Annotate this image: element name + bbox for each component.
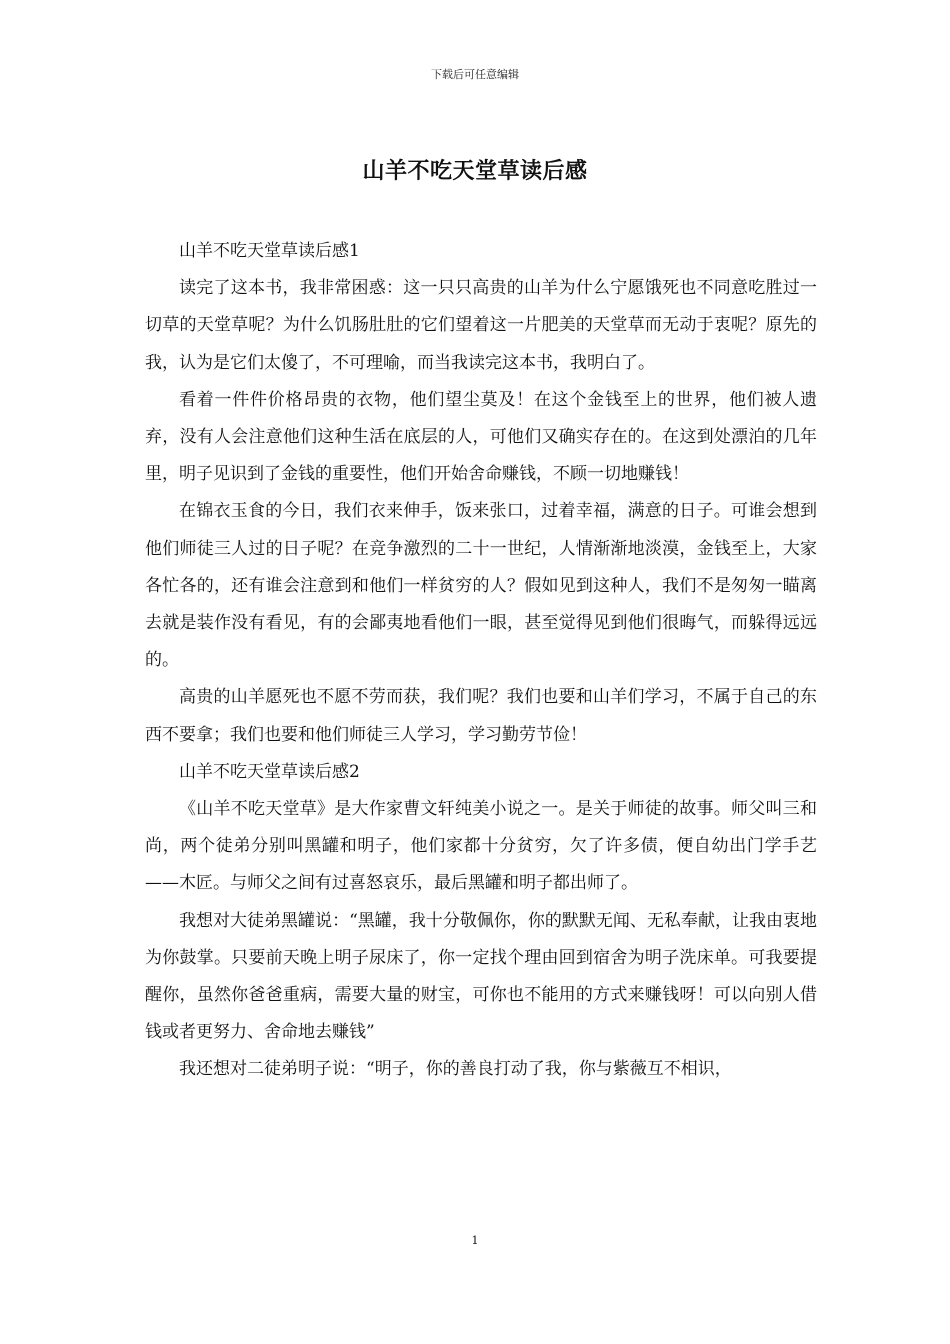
document-body	[145, 233, 817, 1089]
paragraph: 在锦衣玉食的今日，我们衣来伸手，饭来张口，过着幸福，满意的日子。可谁会想到他们师徒三人过的日子呢？在竞争激烈的二十一世纪，人情渐渐地淡漠，金钱至上，大家各忙各的，还有谁会注意到和他们一样贫穷的人？假如见到这种人，我们不是匆匆一瞄离去就是装作没有看见，有的会鄙夷地看他们一眼，甚至觉得见到他们很晦气，而躲得远远的。	[145, 501, 817, 671]
page-number: 1	[471, 1234, 479, 1247]
section-heading-2: 山羊不吃天堂草读后感2	[179, 761, 360, 782]
page-header-note: 下载后可任意编辑	[431, 68, 519, 81]
paragraph: 看着一件件价格昂贵的衣物，他们望尘莫及！在这个金钱至上的世界，他们被人遗弃，没有人会注意他们这种生活在底层的人，可他们又确实存在的。在这到处漂泊的几年里，明子见识到了金钱的重要性，他们开始舍命赚钱，不顾一切地赚钱！	[145, 389, 817, 485]
paragraph: 我还想对二徒弟明子说：“明子，你的善良打动了我，你与紫薇互不相识，	[179, 1059, 732, 1080]
paragraph: 我想对大徒弟黑罐说：“黑罐，我十分敬佩你，你的默默无闻、无私奉献，让我由衷地为你鼓掌。只要前天晚上明子尿床了，你一定找个理由回到宿舍为明子洗床单。可我要提醒你，虽然你爸爸重病，需要大量的财宝，可你也不能用的方式来赚钱呀！可以向别人借钱或者更努力、舍命地去赚钱”	[145, 910, 817, 1043]
paragraph: 《山羊不吃天堂草》是大作家曹文轩纯美小说之一。是关于师徒的故事。师父叫三和尚，两个徒弟分别叫黑罐和明子，他们家都十分贫穷，欠了许多债，便自幼出门学手艺——木匠。与师父之间有过喜怒哀乐，最后黑罐和明子都出师了。	[145, 799, 817, 894]
document-title: 山羊不吃天堂草读后感	[362, 158, 588, 184]
paragraph: 高贵的山羊愿死也不愿不劳而获，我们呢？我们也要和山羊们学习，不属于自己的东西不要拿；我们也要和他们师徒三人学习，学习勤劳节俭！	[145, 687, 817, 745]
paragraph: 读完了这本书，我非常困惑：这一只只高贵的山羊为什么宁愿饿死也不同意吃胜过一切草的天堂草呢？为什么饥肠肚肚的它们望着这一片肥美的天堂草而无动于衷呢？原先的我，认为是它们太傻了，不可理喻，而当我读完这本书，我明白了。	[145, 278, 817, 373]
section-heading-1: 山羊不吃天堂草读后感1	[179, 241, 360, 261]
